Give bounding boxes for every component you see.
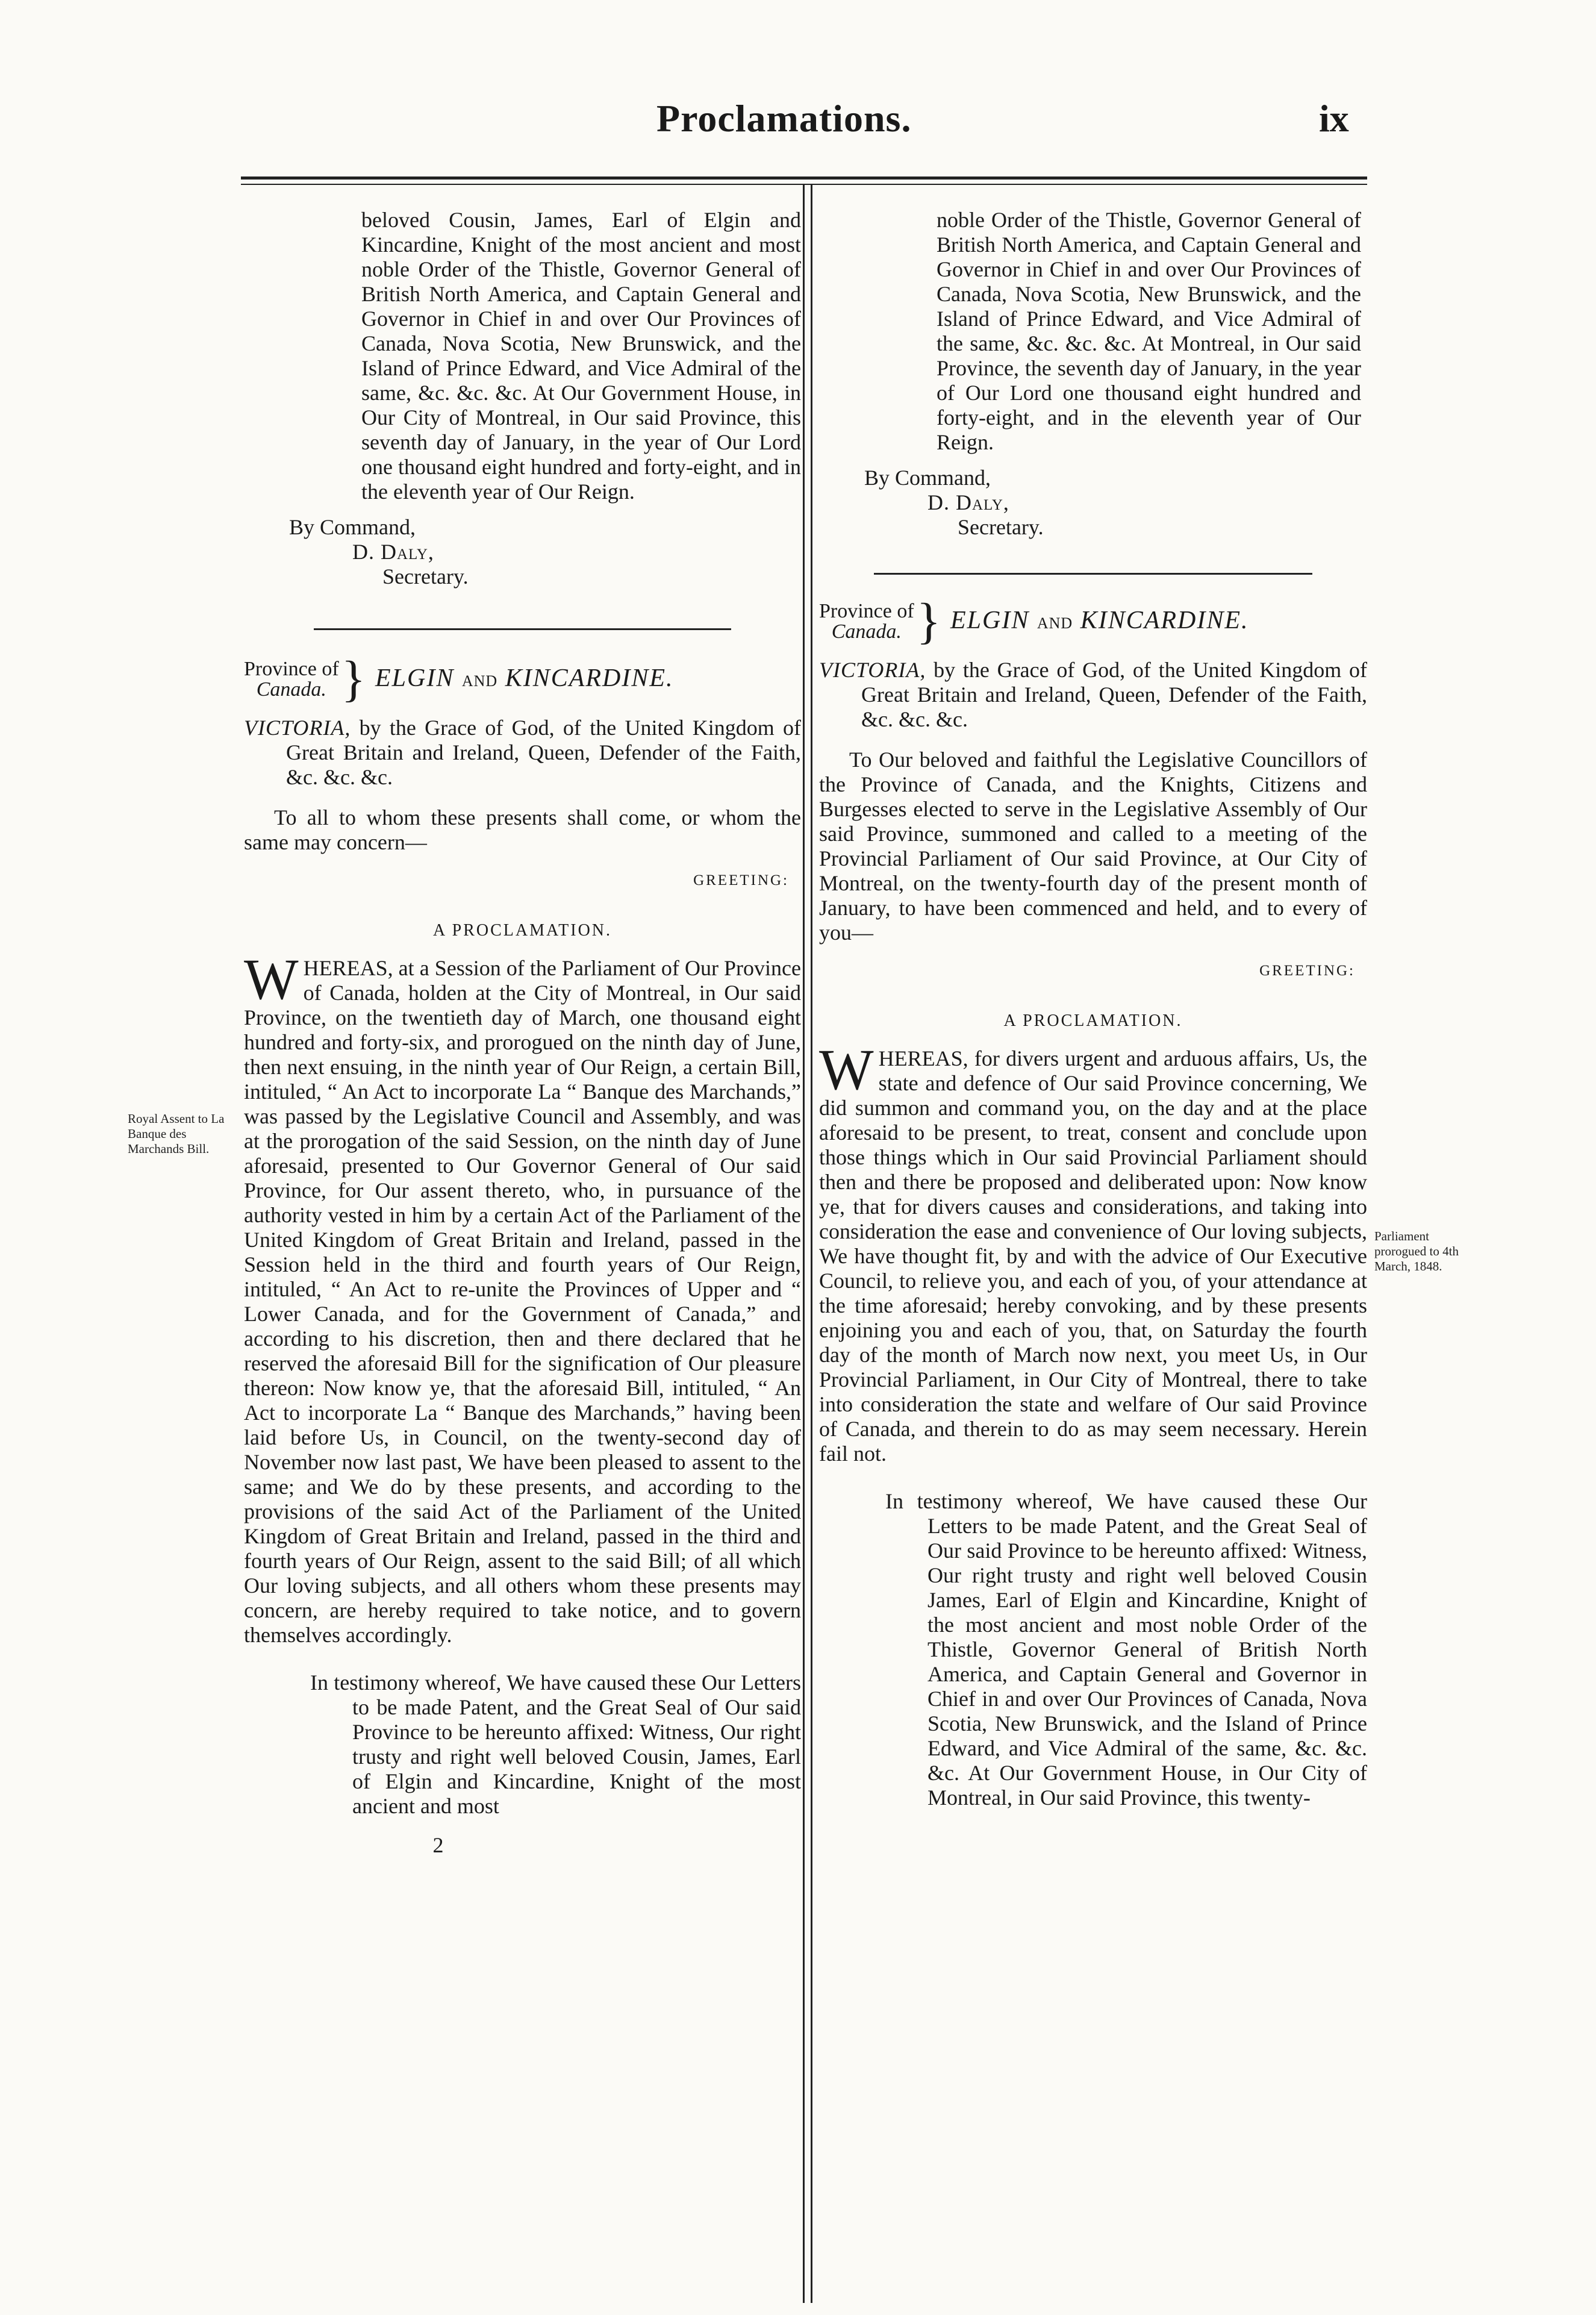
left-victoria-line	[244, 716, 801, 790]
left-province-label	[244, 659, 339, 700]
left-province-label-line2: Canada.	[256, 678, 326, 701]
left-signatory-title: Secretary.	[382, 564, 469, 589]
page-number: ix	[1319, 97, 1349, 140]
column-divider-right	[811, 184, 812, 2303]
left-title-and: AND	[461, 672, 498, 690]
right-victoria-name: VICTORIA,	[819, 658, 926, 682]
right-column	[819, 208, 1367, 1810]
left-opening-paragraph: beloved Cousin, James, Earl of Elgin and Kincardine, Knight of the most ancient and most noble Order of the Thistle, Governor General of British North America, and Captain General and Governor in Chief in and over Our Provinces of Canada, Nova Scotia, New Brunswick, and the Island of Prince Edward, and Vice Admiral of the same, &c. &c. &c. At Our Government House, in Our City of Montreal, in Our said Province, this seventh day of January, in the year of Our Lord one thousand eight hundred and forty-eight, and in the eleventh year of Our Reign.	[361, 208, 801, 504]
right-opening-paragraph: noble Order of the Thistle, Governor General of British North America, and Captain General and Governor in Chief in and over Our Provinces of Canada, Nova Scotia, New Brunswick, and the Island of Prince Edward, and Vice Admiral of the same, &c. &c. &c. At Montreal, in Our said Province, the seventh day of January, in the year of Our Lord one thousand eight hundred and forty-eight, and in the eleventh year of Our Reign.	[937, 208, 1361, 454]
left-section-separator	[314, 628, 732, 630]
signature-mark: 2	[432, 1833, 444, 1857]
right-section-separator	[874, 573, 1312, 575]
left-whereas-text: HEREAS, at a Session of the Parliament of Our Province of Canada, holden at the City of Montreal, in Our said Province, on the twentieth day of March, one thousand eight hundred and forty-six, and prorogued on the ninth day of June, then next ensuing, in the ninth year of Our Reign, a certain Bill, intituled, “ An Act to incorporate La “ Banque des Marchands,” was passed by the Legislative Council and Assembly, and was at the prorogation of the said Session, on the ninth day of June aforesaid, presented to Our Governor General of Our said Province, for Our assent thereto, who, in pursuance of the authority vested in him by a certain Act of the Parliament of the United Kingdom of Great Britain and Ireland, passed in the Session held in the third and fourth years of Our Reign, intituled, “ An Act to re-unite the Provinces of Upper and “ Lower Canada, and for the Government of Canada,” and according to his discretion, then and there declared that he reserved the aforesaid Bill for the signification of Our pleasure thereon: Now know ye, that the aforesaid Bill, intituled, “ An Act to incorporate La “ Banque des Marchands,” having been laid before Us, in Council, on the twenty-second day of November now last past, We have been pleased to assent to the same; and We do by these presents, and according to the provisions of the said Act of the Parliament of the United Kingdom of Great Britain and Ireland, passed in the third and fourth years of Our Reign, assent to the said Bill; of all which Our loving subjects, and all others whom these presents may concern, are hereby required to take notice, and to govern themselves accordingly.	[244, 956, 801, 1647]
header-rule-thick	[241, 177, 1367, 180]
right-proclamation-heading: A PROCLAMATION.	[1003, 1011, 1183, 1030]
right-province-label-line2: Canada.	[831, 620, 902, 643]
right-by-command: By Command,	[864, 466, 991, 490]
left-by-command: By Command,	[289, 515, 416, 539]
left-province-heading	[244, 651, 801, 707]
left-victoria-name: VICTORIA,	[244, 716, 351, 740]
left-brace: }	[341, 651, 366, 707]
left-province-label-line1: Province of	[244, 658, 339, 680]
right-title-elgin: ELGIN	[950, 606, 1030, 634]
left-victoria-text: by the Grace of God, of the United Kingdom of Great Britain and Ireland, Queen, Defender of the Faith, &c. &c. &c.	[286, 716, 802, 789]
right-testimony: In testimony whereof, We have caused these Our Letters to be made Patent, and the Great Seal of Our said Province to be hereunto affixed: Witness, Our right trusty and right well beloved Cousin James, Earl of Elgin and Kincardine, Knight of the most ancient and most noble Order of the Thistle, Governor General of British North America, and Captain General and Governor in Chief in and over Our Provinces of Canada, Nova Scotia, New Brunswick, and the Island of Prince Edward, and Vice Admiral of the same, &c. &c. &c. At Our Government House, in Our City of Montreal, in Our said Province, this twenty-	[885, 1489, 1367, 1810]
left-dropcap: W	[244, 947, 299, 1011]
left-signatory: D. Daly,	[352, 540, 434, 564]
right-whereas-text: HEREAS, for divers urgent and arduous affairs, Us, the state and defence of Our said Province concerning, We did summon and command you, on the day and at the place aforesaid to be present, to treat, consent and conclude upon those things which in Our said Provincial Parliament should then and there be proposed and deliberated upon: Now know ye, that for divers causes and considerations, and taking into consideration the ease and convenience of Our loving subjects, We have thought fit, by and with the advice of Our Executive Council, to relieve you, and each of you, of your attendance at the time aforesaid; hereby convoking, and by these presents enjoining you and each of you, that, on Saturday the fourth day of the month of March now next, you meet Us, in Our Provincial Parliament, in Our City of Montreal, there to take into consideration the state and welfare of Our said Province of Canada, and therein to do as may seem necessary. Herein fail not.	[819, 1046, 1367, 1466]
left-proclamation-heading: A PROCLAMATION.	[432, 921, 613, 940]
right-address: To Our beloved and faithful the Legislative Councillors of the Province of Canada, and the Knights, Citizens and Burgesses elected to serve in the Legislative Assembly of Our said Province, summoned and called to a meeting of the Provincial Parliament of Our said Province, at Our City of Montreal, on the twenty-fourth day of the present month of January, to have been commenced and held, and to every of you—	[819, 748, 1367, 945]
right-province-heading	[819, 593, 1367, 649]
column-divider-left	[803, 184, 805, 2303]
right-signatory-title: Secretary.	[958, 515, 1044, 539]
right-victoria-line	[819, 658, 1367, 732]
right-victoria-text: by the Grace of God, of the United Kingdom of Great Britain and Ireland, Queen, Defender of the Faith, &c. &c. &c.	[861, 658, 1368, 731]
right-province-label	[819, 601, 914, 642]
left-province-title	[375, 666, 674, 693]
left-title-kincardine: KINCARDINE.	[505, 664, 674, 692]
left-greeting: GREETING:	[693, 872, 789, 889]
left-title-elgin: ELGIN	[375, 664, 455, 692]
left-whereas-paragraph	[244, 947, 801, 1648]
right-title-kincardine: KINCARDINE.	[1080, 606, 1249, 634]
right-signatory: D. Daly,	[927, 490, 1009, 514]
left-address: To all to whom these presents shall come, or whom the same may concern—	[244, 805, 801, 854]
margin-note-left: Royal Assent to La Banque des Marchands Bill.	[128, 1111, 225, 1156]
right-greeting: GREETING:	[1259, 963, 1355, 979]
margin-note-right: Parliament prorogued to 4th March, 1848.	[1374, 1229, 1459, 1273]
right-brace: }	[916, 593, 941, 649]
left-testimony: In testimony whereof, We have caused these Our Letters to be made Patent, and the Great Seal of Our said Province to be hereunto affixed: Witness, Our right trusty and right well beloved Cousin, James, Earl of Elgin and Kincardine, Knight of the most ancient and most	[310, 1670, 801, 1818]
right-dropcap: W	[819, 1037, 874, 1102]
right-whereas-paragraph	[819, 1037, 1367, 1466]
right-province-title	[950, 608, 1249, 636]
page-title: Proclamations.	[656, 97, 912, 140]
right-province-label-line1: Province of	[819, 600, 914, 622]
right-title-and: AND	[1036, 614, 1073, 632]
left-column	[244, 208, 801, 1858]
